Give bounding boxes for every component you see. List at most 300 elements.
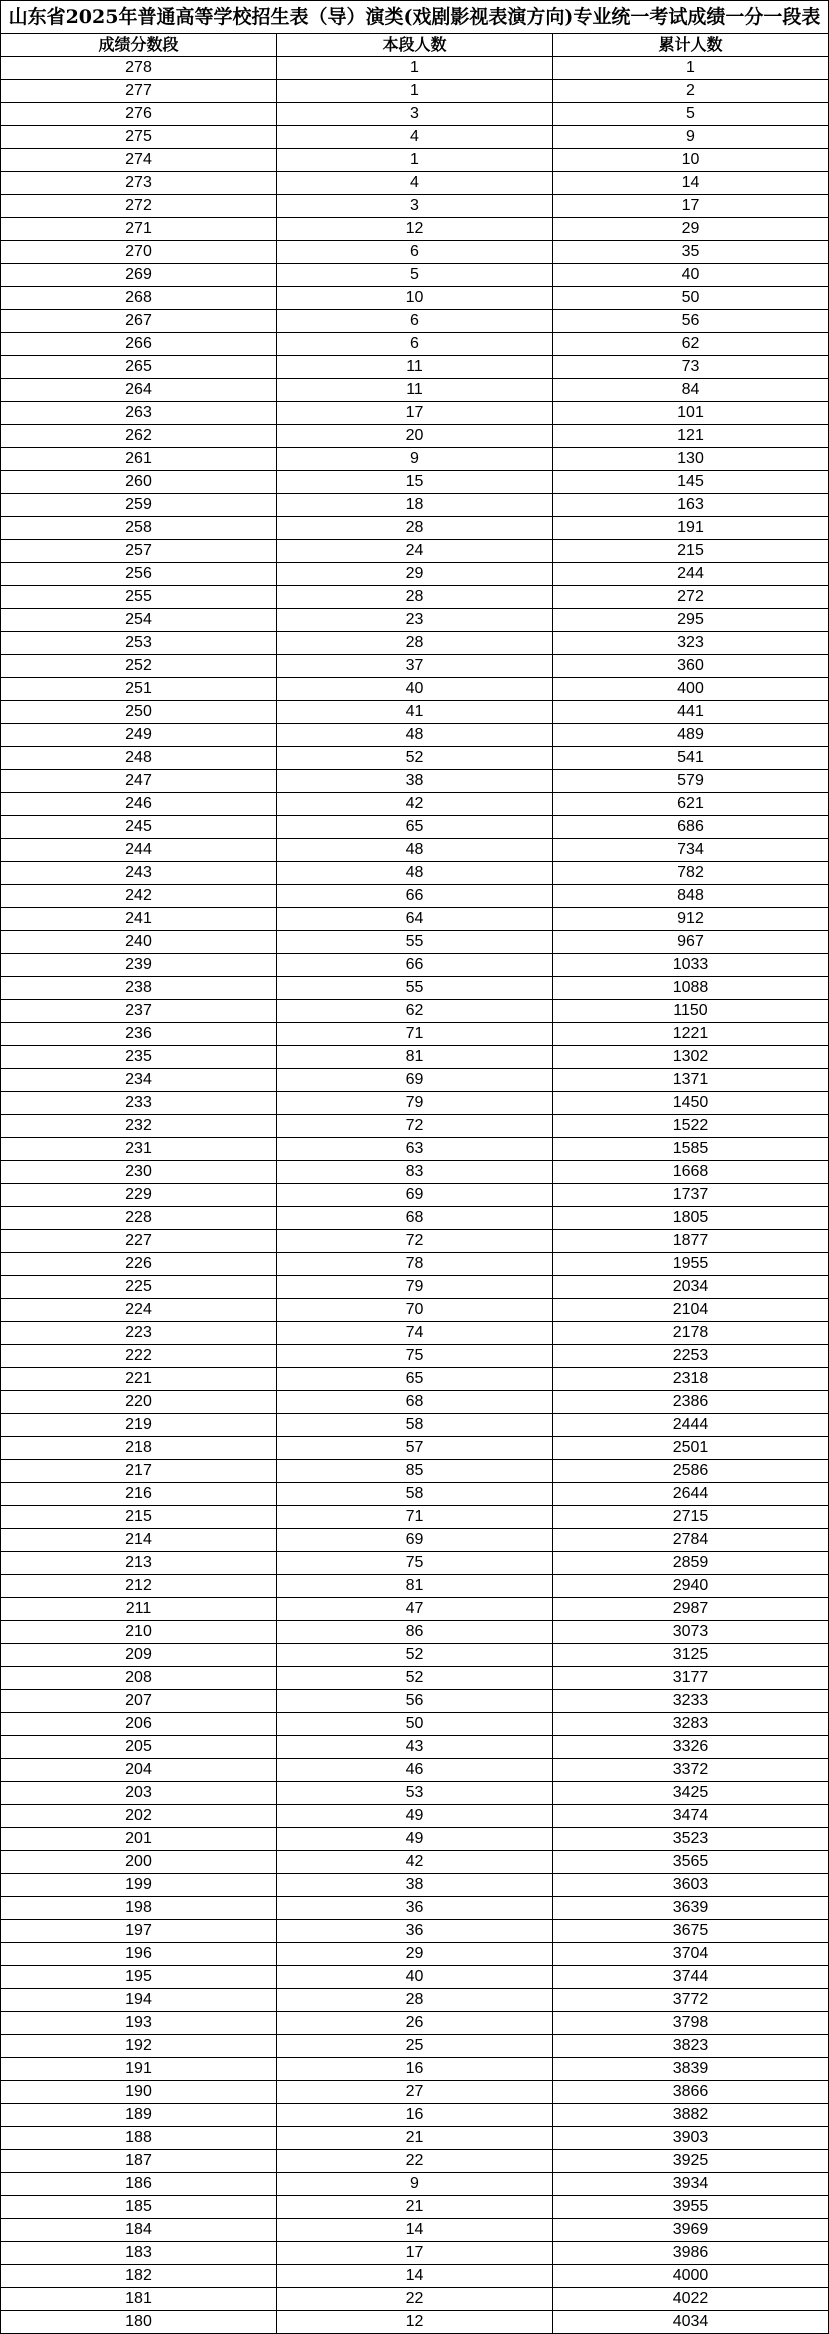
table-row	[1, 287, 829, 310]
cell-cumulative-count: 10	[553, 149, 829, 172]
cell-segment-count: 48	[277, 862, 553, 885]
cell-segment-count: 46	[277, 1759, 553, 1782]
cell-segment-count: 9	[277, 2173, 553, 2196]
cell-segment-count: 57	[277, 1437, 553, 1460]
cell-score: 261	[1, 448, 277, 471]
cell-score: 240	[1, 931, 277, 954]
cell-score: 247	[1, 770, 277, 793]
cell-cumulative-count: 1	[553, 57, 829, 80]
table-row	[1, 1598, 829, 1621]
cell-score: 277	[1, 80, 277, 103]
table-row	[1, 1966, 829, 1989]
cell-segment-count: 3	[277, 103, 553, 126]
cell-score: 198	[1, 1897, 277, 1920]
cell-score: 275	[1, 126, 277, 149]
cell-segment-count: 16	[277, 2104, 553, 2127]
cell-segment-count: 9	[277, 448, 553, 471]
cell-score: 182	[1, 2265, 277, 2288]
table-row	[1, 80, 829, 103]
cell-cumulative-count: 323	[553, 632, 829, 655]
cell-segment-count: 1	[277, 149, 553, 172]
cell-cumulative-count: 2501	[553, 1437, 829, 1460]
cell-cumulative-count: 3772	[553, 1989, 829, 2012]
cell-segment-count: 79	[277, 1276, 553, 1299]
table-row	[1, 1414, 829, 1437]
cell-segment-count: 48	[277, 839, 553, 862]
cell-cumulative-count: 1737	[553, 1184, 829, 1207]
cell-score: 241	[1, 908, 277, 931]
table-row	[1, 1437, 829, 1460]
table-row	[1, 494, 829, 517]
cell-score: 197	[1, 1920, 277, 1943]
cell-score: 184	[1, 2219, 277, 2242]
table-row	[1, 655, 829, 678]
table-row	[1, 724, 829, 747]
cell-cumulative-count: 3675	[553, 1920, 829, 1943]
cell-segment-count: 1	[277, 80, 553, 103]
cell-score: 224	[1, 1299, 277, 1322]
table-row	[1, 1552, 829, 1575]
cell-cumulative-count: 84	[553, 379, 829, 402]
table-row	[1, 1874, 829, 1897]
table-row	[1, 149, 829, 172]
cell-segment-count: 75	[277, 1345, 553, 1368]
table-row	[1, 1184, 829, 1207]
cell-segment-count: 10	[277, 287, 553, 310]
cell-score: 265	[1, 356, 277, 379]
table-row	[1, 1943, 829, 1966]
cell-cumulative-count: 3925	[553, 2150, 829, 2173]
table-row	[1, 425, 829, 448]
cell-cumulative-count: 3934	[553, 2173, 829, 2196]
cell-segment-count: 27	[277, 2081, 553, 2104]
cell-score: 220	[1, 1391, 277, 1414]
cell-score: 238	[1, 977, 277, 1000]
cell-segment-count: 66	[277, 954, 553, 977]
table-row	[1, 103, 829, 126]
cell-cumulative-count: 3326	[553, 1736, 829, 1759]
table-row	[1, 1759, 829, 1782]
cell-score: 219	[1, 1414, 277, 1437]
table-row	[1, 241, 829, 264]
cell-score: 257	[1, 540, 277, 563]
cell-cumulative-count: 3969	[553, 2219, 829, 2242]
cell-score: 191	[1, 2058, 277, 2081]
cell-segment-count: 72	[277, 1115, 553, 1138]
cell-segment-count: 55	[277, 977, 553, 1000]
header-segment-count: 本段人数	[277, 34, 553, 57]
table-row	[1, 1851, 829, 1874]
cell-cumulative-count: 1088	[553, 977, 829, 1000]
cell-segment-count: 58	[277, 1483, 553, 1506]
cell-segment-count: 36	[277, 1920, 553, 1943]
cell-cumulative-count: 1522	[553, 1115, 829, 1138]
cell-score: 234	[1, 1069, 277, 1092]
cell-segment-count: 22	[277, 2150, 553, 2173]
cell-cumulative-count: 441	[553, 701, 829, 724]
cell-segment-count: 15	[277, 471, 553, 494]
cell-cumulative-count: 3882	[553, 2104, 829, 2127]
cell-cumulative-count: 35	[553, 241, 829, 264]
cell-segment-count: 52	[277, 1667, 553, 1690]
cell-cumulative-count: 4034	[553, 2311, 829, 2334]
cell-score: 227	[1, 1230, 277, 1253]
cell-cumulative-count: 1955	[553, 1253, 829, 1276]
cell-score: 213	[1, 1552, 277, 1575]
cell-cumulative-count: 3823	[553, 2035, 829, 2058]
cell-score: 232	[1, 1115, 277, 1138]
table-row	[1, 1345, 829, 1368]
cell-segment-count: 38	[277, 770, 553, 793]
cell-cumulative-count: 1805	[553, 1207, 829, 1230]
table-row	[1, 1299, 829, 1322]
table-row	[1, 1920, 829, 1943]
cell-score: 199	[1, 1874, 277, 1897]
cell-cumulative-count: 541	[553, 747, 829, 770]
table-row	[1, 57, 829, 80]
table-row	[1, 1253, 829, 1276]
table-row	[1, 1115, 829, 1138]
cell-cumulative-count: 734	[553, 839, 829, 862]
cell-score: 205	[1, 1736, 277, 1759]
cell-score: 210	[1, 1621, 277, 1644]
cell-score: 215	[1, 1506, 277, 1529]
cell-cumulative-count: 130	[553, 448, 829, 471]
cell-segment-count: 14	[277, 2219, 553, 2242]
table-row	[1, 540, 829, 563]
table-row	[1, 1092, 829, 1115]
cell-cumulative-count: 2644	[553, 1483, 829, 1506]
cell-score: 211	[1, 1598, 277, 1621]
cell-cumulative-count: 163	[553, 494, 829, 517]
cell-segment-count: 21	[277, 2127, 553, 2150]
table-row	[1, 1805, 829, 1828]
cell-cumulative-count: 9	[553, 126, 829, 149]
cell-cumulative-count: 1033	[553, 954, 829, 977]
cell-cumulative-count: 3903	[553, 2127, 829, 2150]
cell-cumulative-count: 579	[553, 770, 829, 793]
cell-cumulative-count: 2318	[553, 1368, 829, 1391]
cell-score: 268	[1, 287, 277, 310]
table-row	[1, 2081, 829, 2104]
table-row	[1, 310, 829, 333]
cell-score: 276	[1, 103, 277, 126]
cell-segment-count: 69	[277, 1184, 553, 1207]
cell-score: 273	[1, 172, 277, 195]
cell-score: 266	[1, 333, 277, 356]
cell-segment-count: 49	[277, 1828, 553, 1851]
cell-cumulative-count: 3704	[553, 1943, 829, 1966]
cell-segment-count: 4	[277, 126, 553, 149]
table-row	[1, 1046, 829, 1069]
cell-segment-count: 85	[277, 1460, 553, 1483]
cell-cumulative-count: 967	[553, 931, 829, 954]
cell-cumulative-count: 2253	[553, 1345, 829, 1368]
cell-segment-count: 48	[277, 724, 553, 747]
cell-score: 217	[1, 1460, 277, 1483]
table-row	[1, 1989, 829, 2012]
cell-score: 272	[1, 195, 277, 218]
table-row	[1, 678, 829, 701]
cell-cumulative-count: 56	[553, 310, 829, 333]
cell-cumulative-count: 3233	[553, 1690, 829, 1713]
cell-segment-count: 4	[277, 172, 553, 195]
table-row	[1, 2173, 829, 2196]
table-row	[1, 2196, 829, 2219]
cell-score: 264	[1, 379, 277, 402]
table-row	[1, 1690, 829, 1713]
cell-segment-count: 29	[277, 563, 553, 586]
cell-segment-count: 28	[277, 517, 553, 540]
cell-cumulative-count: 3283	[553, 1713, 829, 1736]
cell-cumulative-count: 3177	[553, 1667, 829, 1690]
cell-segment-count: 49	[277, 1805, 553, 1828]
cell-segment-count: 12	[277, 218, 553, 241]
table-row	[1, 218, 829, 241]
cell-segment-count: 3	[277, 195, 553, 218]
header-row	[1, 34, 829, 57]
cell-cumulative-count: 621	[553, 793, 829, 816]
cell-segment-count: 28	[277, 1989, 553, 2012]
cell-cumulative-count: 2104	[553, 1299, 829, 1322]
cell-score: 190	[1, 2081, 277, 2104]
cell-score: 214	[1, 1529, 277, 1552]
cell-score: 212	[1, 1575, 277, 1598]
cell-segment-count: 23	[277, 609, 553, 632]
cell-score: 226	[1, 1253, 277, 1276]
cell-score: 204	[1, 1759, 277, 1782]
cell-score: 223	[1, 1322, 277, 1345]
table-row	[1, 1828, 829, 1851]
cell-cumulative-count: 1450	[553, 1092, 829, 1115]
cell-segment-count: 72	[277, 1230, 553, 1253]
table-row	[1, 2127, 829, 2150]
cell-segment-count: 62	[277, 1000, 553, 1023]
table-row	[1, 2104, 829, 2127]
cell-cumulative-count: 1221	[553, 1023, 829, 1046]
cell-segment-count: 53	[277, 1782, 553, 1805]
cell-score: 180	[1, 2311, 277, 2334]
cell-cumulative-count: 50	[553, 287, 829, 310]
cell-segment-count: 29	[277, 1943, 553, 1966]
table-row	[1, 2150, 829, 2173]
cell-cumulative-count: 4000	[553, 2265, 829, 2288]
table-row	[1, 2058, 829, 2081]
table-row	[1, 1621, 829, 1644]
cell-cumulative-count: 489	[553, 724, 829, 747]
cell-segment-count: 56	[277, 1690, 553, 1713]
cell-segment-count: 17	[277, 402, 553, 425]
cell-score: 254	[1, 609, 277, 632]
cell-segment-count: 74	[277, 1322, 553, 1345]
table-row	[1, 1230, 829, 1253]
table-row	[1, 2219, 829, 2242]
table-row	[1, 793, 829, 816]
cell-cumulative-count: 3839	[553, 2058, 829, 2081]
table-row	[1, 908, 829, 931]
table-row	[1, 195, 829, 218]
cell-segment-count: 6	[277, 241, 553, 264]
cell-segment-count: 69	[277, 1069, 553, 1092]
cell-score: 209	[1, 1644, 277, 1667]
cell-cumulative-count: 3565	[553, 1851, 829, 1874]
table-row	[1, 1529, 829, 1552]
cell-score: 194	[1, 1989, 277, 2012]
cell-segment-count: 81	[277, 1575, 553, 1598]
table-row	[1, 471, 829, 494]
cell-score: 267	[1, 310, 277, 333]
cell-score: 222	[1, 1345, 277, 1368]
cell-score: 248	[1, 747, 277, 770]
table-row	[1, 402, 829, 425]
cell-score: 229	[1, 1184, 277, 1207]
cell-score: 246	[1, 793, 277, 816]
cell-score: 192	[1, 2035, 277, 2058]
cell-score: 249	[1, 724, 277, 747]
cell-segment-count: 41	[277, 701, 553, 724]
table-row	[1, 2288, 829, 2311]
cell-cumulative-count: 1150	[553, 1000, 829, 1023]
table-row	[1, 2311, 829, 2334]
cell-cumulative-count: 272	[553, 586, 829, 609]
cell-score: 251	[1, 678, 277, 701]
table-row	[1, 1736, 829, 1759]
cell-cumulative-count: 121	[553, 425, 829, 448]
cell-cumulative-count: 782	[553, 862, 829, 885]
cell-score: 183	[1, 2242, 277, 2265]
cell-segment-count: 11	[277, 379, 553, 402]
cell-segment-count: 37	[277, 655, 553, 678]
cell-score: 258	[1, 517, 277, 540]
cell-score: 188	[1, 2127, 277, 2150]
cell-segment-count: 55	[277, 931, 553, 954]
cell-score: 201	[1, 1828, 277, 1851]
cell-score: 245	[1, 816, 277, 839]
table-row	[1, 264, 829, 287]
table-row	[1, 1782, 829, 1805]
cell-segment-count: 58	[277, 1414, 553, 1437]
cell-segment-count: 68	[277, 1207, 553, 1230]
cell-score: 225	[1, 1276, 277, 1299]
cell-cumulative-count: 3955	[553, 2196, 829, 2219]
cell-cumulative-count: 848	[553, 885, 829, 908]
cell-cumulative-count: 2178	[553, 1322, 829, 1345]
table-row	[1, 885, 829, 908]
table-row	[1, 2012, 829, 2035]
cell-score: 274	[1, 149, 277, 172]
cell-score: 239	[1, 954, 277, 977]
cell-score: 262	[1, 425, 277, 448]
table-row	[1, 1322, 829, 1345]
cell-score: 200	[1, 1851, 277, 1874]
cell-score: 206	[1, 1713, 277, 1736]
cell-segment-count: 12	[277, 2311, 553, 2334]
cell-segment-count: 50	[277, 1713, 553, 1736]
table-row	[1, 1207, 829, 1230]
table-row	[1, 1897, 829, 1920]
cell-cumulative-count: 400	[553, 678, 829, 701]
table-row	[1, 1506, 829, 1529]
cell-segment-count: 64	[277, 908, 553, 931]
table-row	[1, 586, 829, 609]
cell-score: 253	[1, 632, 277, 655]
cell-cumulative-count: 3986	[553, 2242, 829, 2265]
cell-cumulative-count: 191	[553, 517, 829, 540]
cell-score: 255	[1, 586, 277, 609]
cell-segment-count: 86	[277, 1621, 553, 1644]
cell-cumulative-count: 2715	[553, 1506, 829, 1529]
cell-cumulative-count: 3603	[553, 1874, 829, 1897]
table-row	[1, 977, 829, 1000]
cell-cumulative-count: 40	[553, 264, 829, 287]
cell-segment-count: 81	[277, 1046, 553, 1069]
cell-score: 235	[1, 1046, 277, 1069]
table-row	[1, 701, 829, 724]
cell-segment-count: 69	[277, 1529, 553, 1552]
cell-score: 256	[1, 563, 277, 586]
cell-segment-count: 5	[277, 264, 553, 287]
cell-score: 278	[1, 57, 277, 80]
cell-score: 230	[1, 1161, 277, 1184]
cell-score: 196	[1, 1943, 277, 1966]
cell-segment-count: 78	[277, 1253, 553, 1276]
cell-score: 250	[1, 701, 277, 724]
table-row	[1, 862, 829, 885]
table-row	[1, 1644, 829, 1667]
cell-segment-count: 40	[277, 1966, 553, 1989]
table-row	[1, 1138, 829, 1161]
cell-segment-count: 71	[277, 1023, 553, 1046]
cell-segment-count: 75	[277, 1552, 553, 1575]
table-row	[1, 1483, 829, 1506]
cell-segment-count: 42	[277, 1851, 553, 1874]
table-row	[1, 172, 829, 195]
cell-cumulative-count: 2859	[553, 1552, 829, 1575]
table-row	[1, 356, 829, 379]
table-row	[1, 517, 829, 540]
cell-segment-count: 25	[277, 2035, 553, 2058]
cell-segment-count: 65	[277, 816, 553, 839]
cell-segment-count: 71	[277, 1506, 553, 1529]
cell-segment-count: 40	[277, 678, 553, 701]
cell-segment-count: 68	[277, 1391, 553, 1414]
cell-score: 221	[1, 1368, 277, 1391]
cell-cumulative-count: 1371	[553, 1069, 829, 1092]
table-row	[1, 954, 829, 977]
cell-cumulative-count: 3125	[553, 1644, 829, 1667]
cell-score: 244	[1, 839, 277, 862]
cell-cumulative-count: 1585	[553, 1138, 829, 1161]
cell-cumulative-count: 3639	[553, 1897, 829, 1920]
cell-cumulative-count: 1302	[553, 1046, 829, 1069]
cell-segment-count: 66	[277, 885, 553, 908]
cell-cumulative-count: 215	[553, 540, 829, 563]
cell-cumulative-count: 3073	[553, 1621, 829, 1644]
cell-segment-count: 52	[277, 747, 553, 770]
table-row	[1, 1023, 829, 1046]
cell-segment-count: 16	[277, 2058, 553, 2081]
cell-segment-count: 26	[277, 2012, 553, 2035]
table-row	[1, 1368, 829, 1391]
cell-cumulative-count: 73	[553, 356, 829, 379]
cell-cumulative-count: 360	[553, 655, 829, 678]
cell-segment-count: 24	[277, 540, 553, 563]
cell-segment-count: 18	[277, 494, 553, 517]
cell-segment-count: 52	[277, 1644, 553, 1667]
cell-score: 207	[1, 1690, 277, 1713]
cell-cumulative-count: 912	[553, 908, 829, 931]
table-title: 山东省2025年普通高等学校招生表（导）演类(戏剧影视表演方向)专业统一考试成绩一分一段表	[0, 0, 829, 33]
